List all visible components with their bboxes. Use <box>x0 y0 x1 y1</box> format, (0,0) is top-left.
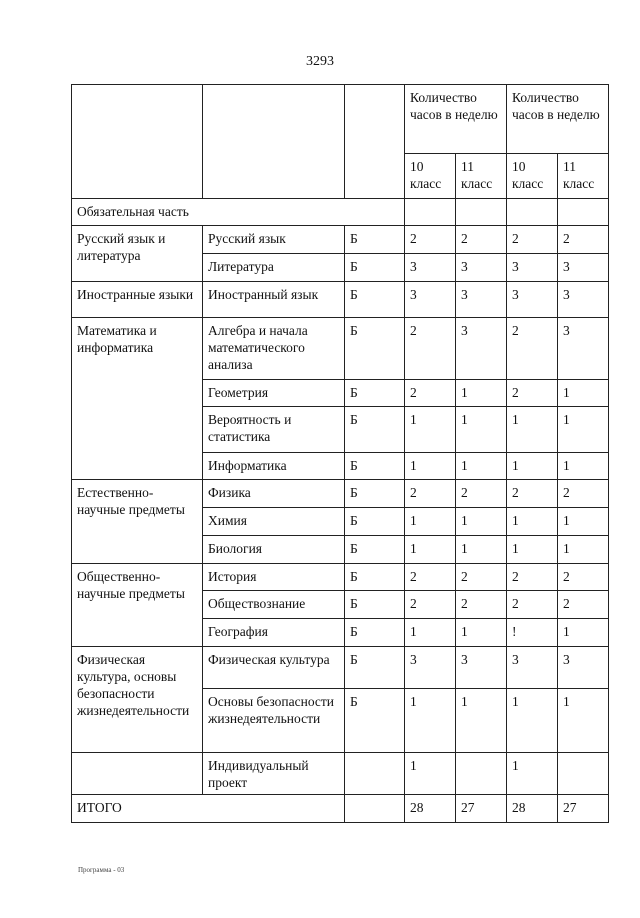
subject-name: Обществознание <box>203 591 345 619</box>
level-cell: Б <box>345 380 405 407</box>
level-cell: Б <box>345 689 405 753</box>
hours-cell: 2 <box>456 564 507 591</box>
table-row <box>72 318 609 380</box>
level-cell: Б <box>345 591 405 619</box>
hours-cell: 1 <box>558 453 609 480</box>
hours-cell: 3 <box>558 282 609 318</box>
subject-name: Вероятность и статистика <box>203 407 345 453</box>
subject-area <box>72 753 203 795</box>
total-hours: 28 <box>405 795 456 823</box>
hours-cell: 2 <box>456 480 507 508</box>
subject-name: Алгебра и начала математического анализа <box>203 318 345 380</box>
level-cell: Б <box>345 282 405 318</box>
hours-cell: 2 <box>558 226 609 254</box>
hours-cell: 3 <box>405 647 456 689</box>
hours-cell: 1 <box>558 508 609 536</box>
subject-name: Основы безопасности жизнедеятельности <box>203 689 345 753</box>
subject-area: Физическая культура, основы безопасности жизнедеятельности <box>72 647 203 753</box>
total-row <box>72 795 609 823</box>
class-header: 10 класс <box>405 154 456 199</box>
hours-cell: 1 <box>405 453 456 480</box>
hours-cell: 2 <box>507 226 558 254</box>
hours-cell: 1 <box>558 536 609 564</box>
hours-per-week-header: Количество часов в неделю <box>405 85 507 154</box>
table-row <box>72 647 609 689</box>
section-title: Обязательная часть <box>72 199 405 226</box>
hours-cell: 3 <box>507 282 558 318</box>
header-subject-cell <box>203 85 345 199</box>
hours-cell: 2 <box>405 318 456 380</box>
hours-cell: 3 <box>507 647 558 689</box>
hours-cell: 2 <box>456 591 507 619</box>
hours-cell: 1 <box>558 407 609 453</box>
hours-cell: 1 <box>507 689 558 753</box>
total-hours: 27 <box>456 795 507 823</box>
subject-name: Иностранный язык <box>203 282 345 318</box>
subject-area: Математика и информатика <box>72 318 203 480</box>
hours-cell: 1 <box>456 380 507 407</box>
hours-cell: 1 <box>456 508 507 536</box>
hours-cell: 3 <box>456 647 507 689</box>
header-level-cell <box>345 85 405 199</box>
hours-cell: 1 <box>456 407 507 453</box>
hours-cell: 2 <box>405 564 456 591</box>
hours-cell: 2 <box>558 480 609 508</box>
hours-cell: 3 <box>456 282 507 318</box>
hours-cell: 1 <box>507 508 558 536</box>
level-cell: Б <box>345 647 405 689</box>
hours-cell: 2 <box>507 564 558 591</box>
hours-cell: 2 <box>558 591 609 619</box>
hours-cell: 2 <box>558 564 609 591</box>
table-row <box>72 226 609 254</box>
hours-cell: ! <box>507 619 558 647</box>
subject-area: Иностранные языки <box>72 282 203 318</box>
hours-cell: 1 <box>558 380 609 407</box>
hours-cell: 1 <box>405 689 456 753</box>
level-cell: Б <box>345 508 405 536</box>
hours-cell: 3 <box>405 282 456 318</box>
subject-name: Геометрия <box>203 380 345 407</box>
subject-name: Физика <box>203 480 345 508</box>
hours-per-week-header: Количество часов в неделю <box>507 85 609 154</box>
hours-cell: 1 <box>405 619 456 647</box>
level-cell: Б <box>345 226 405 254</box>
hours-cell: 1 <box>456 453 507 480</box>
hours-cell: 3 <box>507 254 558 282</box>
table-row <box>72 480 609 508</box>
curriculum-table <box>71 84 609 823</box>
header-area-cell <box>72 85 203 199</box>
section-row <box>72 199 609 226</box>
class-header: 11 класс <box>558 154 609 199</box>
level-cell: Б <box>345 318 405 380</box>
hours-cell: 3 <box>456 318 507 380</box>
hours-cell: 1 <box>405 508 456 536</box>
level-cell: Б <box>345 407 405 453</box>
subject-area: Русский язык и литература <box>72 226 203 282</box>
hours-cell: 2 <box>507 591 558 619</box>
subject-name: Литература <box>203 254 345 282</box>
subject-name: Химия <box>203 508 345 536</box>
level-cell <box>345 753 405 795</box>
table-row <box>72 753 609 795</box>
hours-cell: 1 <box>405 407 456 453</box>
total-hours: 28 <box>507 795 558 823</box>
subject-name: Биология <box>203 536 345 564</box>
hours-cell: 1 <box>507 753 558 795</box>
table-row <box>72 282 609 318</box>
hours-cell: 1 <box>405 753 456 795</box>
level-cell: Б <box>345 536 405 564</box>
hours-cell: 2 <box>405 226 456 254</box>
level-cell: Б <box>345 619 405 647</box>
subject-area: Естественно-научные предметы <box>72 480 203 564</box>
hours-cell: 2 <box>405 591 456 619</box>
hours-cell <box>558 753 609 795</box>
hours-cell: 1 <box>558 619 609 647</box>
subject-name: Информатика <box>203 453 345 480</box>
hours-cell: 2 <box>405 380 456 407</box>
subject-name: Физическая культура <box>203 647 345 689</box>
class-header: 11 класс <box>456 154 507 199</box>
page-number: 3293 <box>306 54 334 69</box>
level-cell: Б <box>345 453 405 480</box>
hours-cell: 1 <box>558 689 609 753</box>
hours-cell: 1 <box>456 536 507 564</box>
hours-cell: 2 <box>507 480 558 508</box>
table-row <box>72 564 609 591</box>
class-header: 10 класс <box>507 154 558 199</box>
subject-name: Русский язык <box>203 226 345 254</box>
subject-name: География <box>203 619 345 647</box>
footer-text: Программа - 03 <box>78 866 125 874</box>
hours-cell: 3 <box>558 647 609 689</box>
total-label: ИТОГО <box>72 795 345 823</box>
subject-name: Индивидуальный проект <box>203 753 345 795</box>
level-cell: Б <box>345 480 405 508</box>
hours-cell: 3 <box>558 254 609 282</box>
subject-name: История <box>203 564 345 591</box>
level-cell: Б <box>345 254 405 282</box>
level-cell <box>345 795 405 823</box>
hours-cell: 3 <box>558 318 609 380</box>
subject-area: Общественно-научные предметы <box>72 564 203 647</box>
hours-cell: 2 <box>507 380 558 407</box>
hours-cell: 1 <box>507 453 558 480</box>
hours-cell: 1 <box>507 407 558 453</box>
hours-cell: 3 <box>405 254 456 282</box>
hours-cell: 1 <box>456 689 507 753</box>
hours-cell: 2 <box>507 318 558 380</box>
hours-cell: 1 <box>456 619 507 647</box>
total-hours: 27 <box>558 795 609 823</box>
hours-cell: 1 <box>507 536 558 564</box>
hours-cell: 2 <box>456 226 507 254</box>
hours-cell: 3 <box>456 254 507 282</box>
hours-cell: 1 <box>405 536 456 564</box>
hours-cell <box>456 753 507 795</box>
hours-cell: 2 <box>405 480 456 508</box>
level-cell: Б <box>345 564 405 591</box>
header-row <box>72 85 609 154</box>
